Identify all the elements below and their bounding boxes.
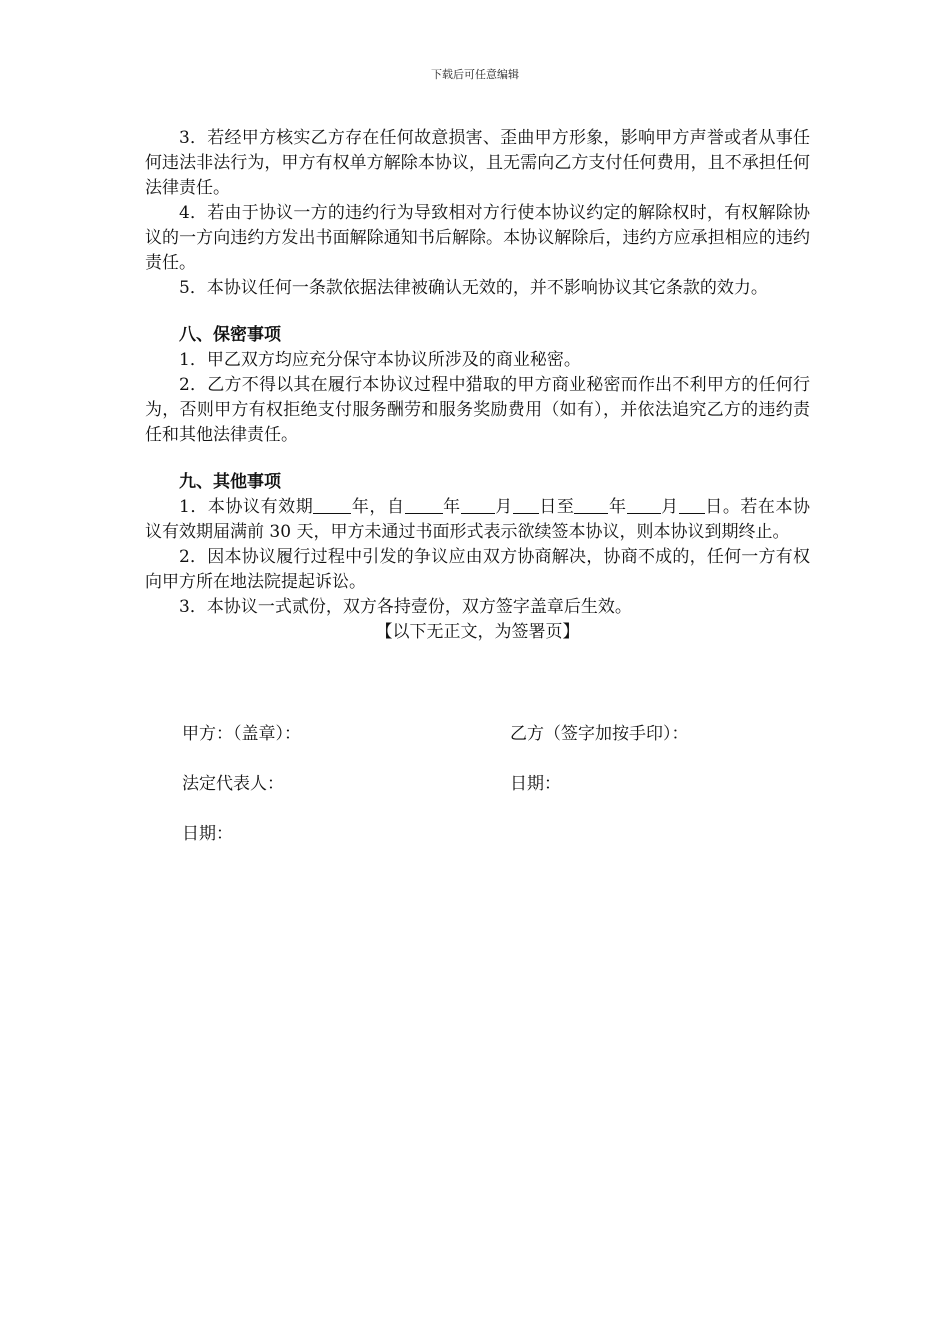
clause-9-3: 3．本协议一式贰份，双方各持壹份，双方签字盖章后生效。 [179,597,632,617]
blank-line [313,496,351,514]
page-header: 下载后可任意编辑 [431,68,519,81]
clause-9-1-part: 日至 [538,497,575,517]
clause-8-1: 1．甲乙双方均应充分保守本协议所涉及的商业秘密。 [179,350,581,370]
clause-9-1-part: 月 [494,497,513,517]
section-9-heading: 九、其他事项 [179,472,281,492]
blank-line [627,496,661,514]
party-b-sign-label: 乙方（签字加按手印）： [510,724,689,744]
section-8-heading: 八、保密事项 [179,325,281,345]
party-b-date-label: 日期： [510,774,561,794]
document-body [145,126,810,645]
blank-line [461,496,495,514]
clause-7-4: 4．若由于协议一方的违约行为导致相对方行使本协议约定的解除权时，有权解除协议的一方向违约方发出书面解除通知书后解除。本协议解除后，违约方应承担相应的违约责任。 [145,203,810,273]
no-more-text-note: 【以下无正文，为签署页】 [375,622,580,642]
clause-8-2: 2．乙方不得以其在履行本协议过程中猎取的甲方商业秘密而作出不利甲方的任何行为，否则甲方有权拒绝支付服务酬劳和服务奖励费用（如有），并依法追究乙方的违约责任和其他法律责任。 [145,375,810,445]
party-a-seal-label: 甲方：（盖章）： [182,724,301,744]
clause-9-2: 2．因本协议履行过程中引发的争议应由双方协商解决，协商不成的，任何一方有权向甲方所在地法院提起诉讼。 [145,547,810,592]
blank-line [405,496,443,514]
party-a-date-label: 日期： [182,824,233,844]
clause-9-1 [145,495,810,545]
clause-9-1-part: 年，自 [351,497,405,517]
clause-9-1-part: 1．本协议有效期 [179,497,314,517]
clause-9-1-part: 日。若在本协议有效期届满前 30 天，甲方未通过书面形式表示欲续签本协议，则本协议到期终止。 [145,497,811,542]
blank-line [574,496,608,514]
legal-representative-label: 法定代表人： [182,774,284,794]
clause-9-1-part: 年 [442,497,461,517]
blank-line [679,496,705,514]
clause-9-1-part: 月 [660,497,679,517]
clause-9-1-part: 年 [608,497,627,517]
clause-7-3: 3．若经甲方核实乙方存在任何故意损害、歪曲甲方形象，影响甲方声誉或者从事任何违法非法行为，甲方有权单方解除本协议，且无需向乙方支付任何费用，且不承担任何法律责任。 [145,128,810,198]
blank-line [513,496,539,514]
clause-7-5: 5．本协议任何一条款依据法律被确认无效的，并不影响协议其它条款的效力。 [179,278,768,298]
